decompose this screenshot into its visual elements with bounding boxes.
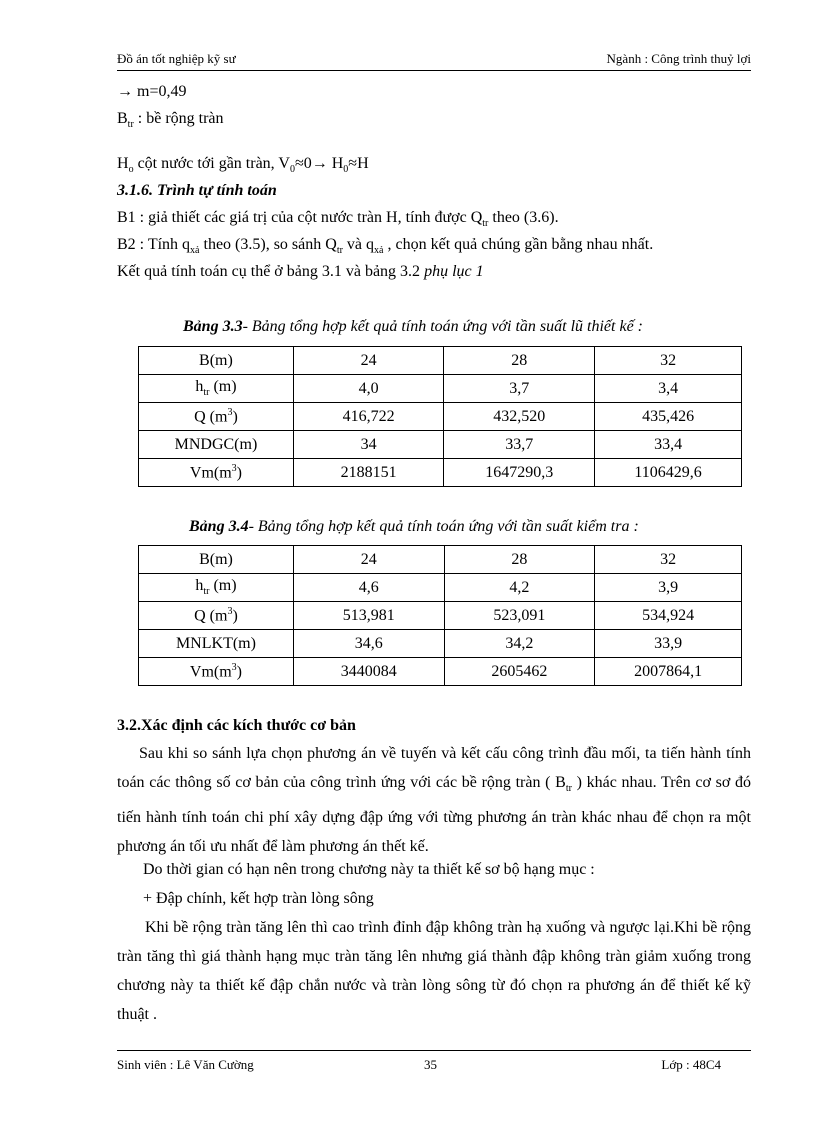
table-row — [139, 602, 742, 630]
table-cell: 4,6 — [293, 574, 444, 602]
table-cell: 2605462 — [444, 658, 595, 686]
table33-caption — [183, 318, 643, 336]
btr-definition: $B_{tr}$ : bề rộng tràn — [117, 110, 224, 131]
table-row — [139, 630, 742, 658]
table33-caption-label: Bảng 3.3 — [183, 318, 243, 335]
page-header — [117, 48, 751, 71]
header-left: Đồ án tốt nghiệp kỹ sư — [117, 51, 236, 66]
paragraph-3: + Đập chính, kết hợp tràn lòng sông — [143, 890, 374, 907]
table-cell: 24 — [293, 347, 444, 375]
row-label: Q $(m^3)$ — [139, 602, 294, 630]
table34-caption — [189, 518, 639, 536]
table-cell: 24 — [293, 546, 444, 574]
row-label: MNDGC(m) — [139, 431, 294, 459]
table-cell: 2007864,1 — [595, 658, 742, 686]
row-label: B(m) — [139, 546, 294, 574]
section-316-title: 3.1.6. Trình tự tính toán — [117, 182, 277, 199]
table34-caption-label: Bảng 3.4 — [189, 518, 249, 535]
table-cell: 513,981 — [293, 602, 444, 630]
table-cell: 33,4 — [595, 431, 742, 459]
row-label: $h_{tr}$ (m) — [139, 375, 294, 403]
table-row — [139, 546, 742, 574]
row-label: $h_{tr}$ (m) — [139, 574, 294, 602]
page-number: 35 — [424, 1057, 437, 1072]
table-cell: 3440084 — [293, 658, 444, 686]
table-cell: 4,0 — [293, 375, 444, 403]
step-b1: B1 : giả thiết các giá trị của cột nước tràn H, tính được $Q_{tr}$ theo (3.6). — [117, 209, 559, 230]
row-label: MNLKT(m) — [139, 630, 294, 658]
table-row — [139, 431, 742, 459]
table-row — [139, 574, 742, 602]
paragraph-1: Sau khi so sánh lựa chọn phương án về tuyến và kết cấu công trình đầu mối, ta tiến hành tính toán các thông số cơ bản của công trình ứng với các bề rộng tràn ( $B_{tr}$ ) khác nhau. Trên cơ sơ đó tiến hành tính toán chi phí xây dựng đập ứng với từng phương án tràn khác nhau để chọn ra một phương án tối ưu nhất để làm phương án thết kế. — [117, 745, 751, 856]
page-footer — [117, 1050, 751, 1073]
table-cell: 28 — [444, 347, 595, 375]
paragraph-2: Do thời gian có hạn nên trong chương này ta thiết kế sơ bộ hạng mục : — [143, 861, 595, 878]
table-cell: 34 — [293, 431, 444, 459]
row-label: Q $(m^3)$ — [139, 403, 294, 431]
table-cell: 3,9 — [595, 574, 742, 602]
row-label: $Vm(m^3)$ — [139, 459, 294, 487]
table-3-4 — [138, 545, 742, 686]
table-row — [139, 403, 742, 431]
result-text: Kết quả tính toán cụ thể ở bảng 3.1 và bảng 3.2 — [117, 263, 421, 280]
table-row — [139, 347, 742, 375]
m-value-line: → m=0,49 — [117, 83, 187, 100]
table-row — [139, 658, 742, 686]
table-row — [139, 459, 742, 487]
footer-class: Lớp : 48C4 — [661, 1057, 721, 1072]
table-cell: 3,4 — [595, 375, 742, 403]
table-cell: 28 — [444, 546, 595, 574]
footer-student: Sinh viên : Lê Văn Cường — [117, 1057, 254, 1072]
table-cell: 432,520 — [444, 403, 595, 431]
table-cell: 32 — [595, 546, 742, 574]
result-reference — [117, 263, 484, 281]
table-cell: 33,7 — [444, 431, 595, 459]
table-cell: 34,6 — [293, 630, 444, 658]
appendix-ref: phụ lục 1 — [424, 263, 484, 280]
table-cell: 2188151 — [293, 459, 444, 487]
row-label: B(m) — [139, 347, 294, 375]
table-cell: 523,091 — [444, 602, 595, 630]
table-cell: 1106429,6 — [595, 459, 742, 487]
table-cell: 3,7 — [444, 375, 595, 403]
table-cell: 1647290,3 — [444, 459, 595, 487]
table-cell: 435,426 — [595, 403, 742, 431]
table-cell: 32 — [595, 347, 742, 375]
table-3-3 — [138, 346, 742, 487]
table34-caption-text: - Bảng tổng hợp kết quả tính toán ứng với tần suất kiểm tra : — [248, 518, 639, 535]
table-cell: 416,722 — [293, 403, 444, 431]
table33-caption-text: - Bảng tổng hợp kết quả tính toán ứng với tần suất lũ thiết kế : — [242, 318, 643, 335]
header-right: Ngành : Công trình thuỷ lợi — [606, 51, 751, 66]
table-cell: 4,2 — [444, 574, 595, 602]
section-32-title: 3.2.Xác định các kích thước cơ bản — [117, 717, 356, 734]
row-label: $Vm(m^3)$ — [139, 658, 294, 686]
paragraph-4: Khi bề rộng tràn tăng lên thì cao trình đỉnh đập không tràn hạ xuống và ngược lại.Khi bề rộng tràn tăng thì giá thành hạng mục tràn tăng lên nhưng giá thành đập không tràn giảm xuống trong chương này ta thiết kế đập chắn nước và tràn lòng sông từ đó chọn ra phương án để thiết kế kỹ thuật . — [117, 919, 751, 1023]
table-cell: 534,924 — [595, 602, 742, 630]
step-b2: B2 : Tính $q_{xả}$ theo (3.5), so sánh $Q_{tr}$ và $q_{xả}$ , chọn kết quả chúng gần bằng nhau nhất. — [117, 236, 654, 257]
table-cell: 33,9 — [595, 630, 742, 658]
ho-definition: $H_o$ cột nước tới gần tràn, $V_0\approx 0\to H_0\approx H$ — [117, 155, 369, 176]
table-row — [139, 375, 742, 403]
table-cell: 34,2 — [444, 630, 595, 658]
